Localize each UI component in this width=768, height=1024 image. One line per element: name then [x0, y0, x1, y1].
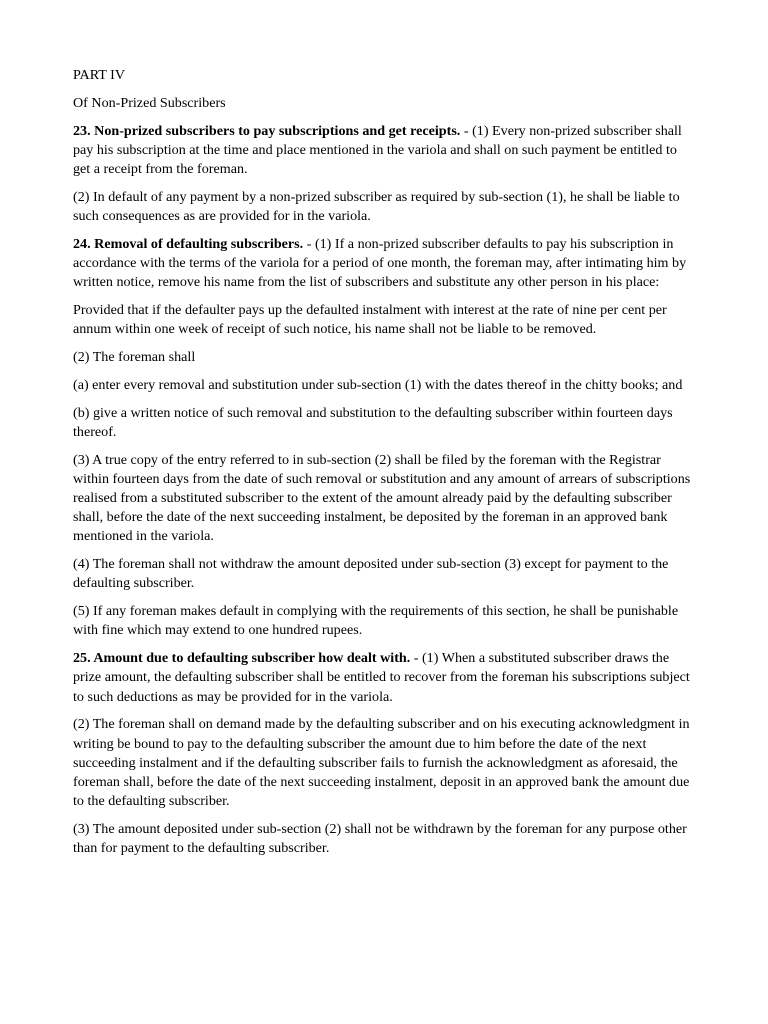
section-25-lead-paragraph — [73, 649, 695, 707]
section-24-heading: 24. Removal of defaulting subscribers. — [73, 235, 304, 252]
section-24-paragraph: (4) The foreman shall not withdraw the amount deposited under sub-section (3) except for payment to the defaulting subscriber. — [73, 556, 669, 592]
document-page — [73, 66, 695, 867]
section-24-paragraph: (3) A true copy of the entry referred to in sub-section (2) shall be filed by the foreman with the Registrar within fourteen days from the date of such removal or substitution and any amount of arrears of subscriptions realised from a substituted subscriber to the extent of the amount already paid by the defaulting subscriber shall, before the date of the next succeeding instalment, be deposited by the foreman in an approved bank mentioned in the variola. — [73, 451, 691, 545]
section-25-paragraph: (2) The foreman shall on demand made by the defaulting subscriber and on his executing acknowledgment in writing be bound to pay to the defaulting subscriber the amount due to him before the date of the next succeeding instalment and if the defaulting subscriber fails to furnish the acknowledgment as aforesaid, the foreman shall, before the date of the next succeeding instalment, deposit in an approved bank the amount due to the defaulting subscriber. — [73, 716, 690, 810]
section-25-heading: 25. Amount due to defaulting subscriber how dealt with. — [73, 650, 411, 667]
section-23-heading: 23. Non-prized subscribers to pay subscriptions and get receipts. — [73, 122, 461, 139]
section-24-paragraph: (a) enter every removal and substitution under sub-section (1) with the dates thereof in the chitty books; and — [73, 376, 683, 393]
section-25-paragraph: (3) The amount deposited under sub-section (2) shall not be withdrawn by the foreman for any purpose other than for payment to the defaulting subscriber. — [73, 821, 687, 857]
section-24-paragraph: (5) If any foreman makes default in complying with the requirements of this section, he shall be punishable with fine which may extend to one hundred rupees. — [73, 603, 679, 639]
section-24-paragraph: (b) give a written notice of such removal and substitution to the defaulting subscriber within fourteen days thereof. — [73, 404, 673, 440]
chapter-heading: Of Non-Prized Subscribers — [73, 94, 226, 111]
section-23-lead-paragraph — [73, 122, 695, 180]
section-24-paragraph: (2) The foreman shall — [73, 349, 196, 365]
section-24-lead-paragraph — [73, 235, 695, 293]
section-24-paragraph: Provided that if the defaulter pays up the defaulted instalment with interest at the rate of nine per cent per annum within one week of receipt of such notice, his name shall not be liable to be removed. — [73, 302, 667, 338]
section-23-paragraph: (2) In default of any payment by a non-prized subscriber as required by sub-section (1), he shall be liable to such consequences as are provided for in the variola. — [73, 188, 680, 224]
section-23-lead-text: - (1) Every non-prized subscriber shall pay his subscription at the time and place mentioned in the variola and shall on such payment be entitled to get a receipt from the foreman. — [73, 122, 682, 177]
section-24-lead-text: - (1) If a non-prized subscriber defaults to pay his subscription in accordance with the terms of the variola for a period of one month, the foreman may, after intimating him by written notice, remove his name from the list of subscribers and substitute any other person in his place: — [73, 235, 687, 291]
part-heading: PART IV — [73, 67, 126, 83]
section-25-lead-text: - (1) When a substituted subscriber draws the prize amount, the defaulting subscriber shall be entitled to recover from the foreman his subscriptions subject to such deductions as may be provided for in the variola. — [73, 650, 690, 705]
